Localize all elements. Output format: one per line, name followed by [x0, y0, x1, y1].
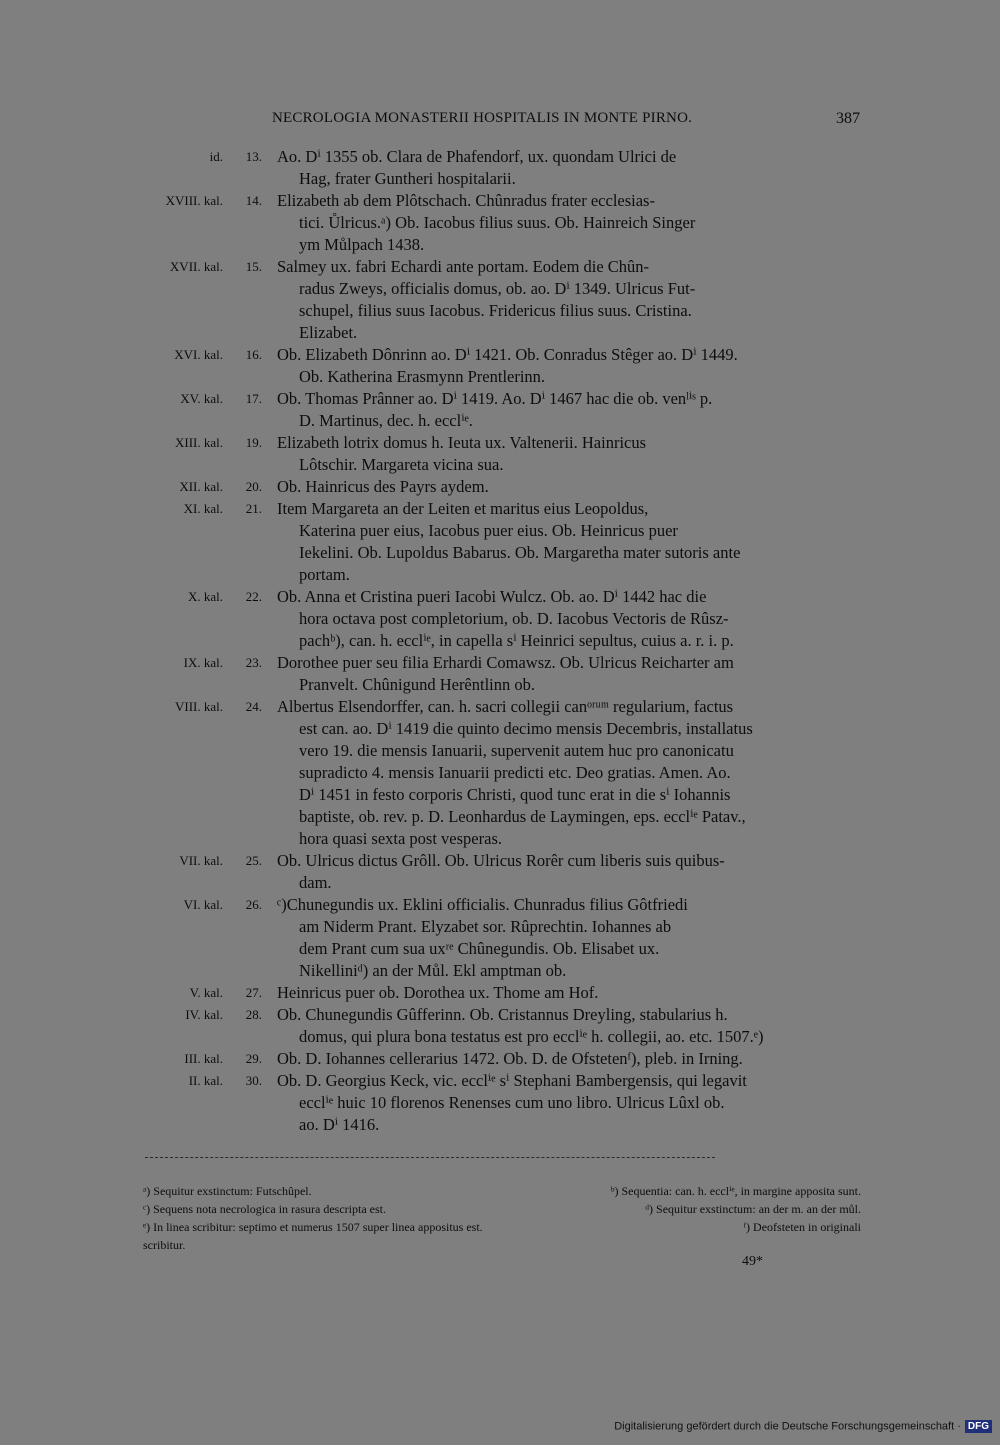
entry-line: ao. Dⁱ 1416.	[299, 1115, 380, 1134]
entry-text	[277, 498, 865, 586]
entry-line: am Niderm Prant. Elyzabet sor. Rûprechtin. Iohannes ab	[299, 917, 672, 936]
entry-text	[277, 344, 865, 388]
necrology-entry	[130, 1004, 865, 1048]
entry-text	[277, 586, 865, 652]
entry-line: Elizabet.	[299, 323, 358, 342]
entry-day: 22.	[245, 589, 262, 604]
entry-date: IV. kal.	[185, 1007, 223, 1022]
entry-date: X. kal.	[187, 589, 223, 604]
entry-day: 14.	[245, 193, 262, 208]
entry-day: 27.	[245, 985, 262, 1000]
entry-date: IX. kal.	[183, 655, 223, 670]
entry-line: portam.	[299, 565, 350, 584]
entry-line: est can. ao. Dⁱ 1419 die quinto decimo mensis Decembris, installatus	[299, 719, 753, 738]
entry-line: schupel, filius suus Iacobus. Fridericus filius suus. Cristina.	[299, 301, 692, 320]
entry-day: 21.	[245, 501, 262, 516]
entry-line: Ob. Ulricus dictus Grôll. Ob. Ulricus Rorêr cum liberis suis quibus-	[277, 851, 725, 870]
entry-day: 20.	[245, 479, 262, 494]
entry-line: Katerina puer eius, Iacobus puer eius. Ob. Heinricus puer	[299, 521, 678, 540]
entry-text	[277, 982, 865, 1004]
entry-line: dam.	[299, 873, 332, 892]
entry-line: Dorothee puer seu filia Erhardi Comawsz. Ob. Ulricus Reicharter am	[277, 653, 734, 672]
entry-date: XI. kal.	[183, 501, 223, 516]
entry-text	[277, 652, 865, 696]
entry-line: Ob. Elizabeth Dônrinn ao. Dⁱ 1421. Ob. Conradus Stêger ao. Dⁱ 1449.	[277, 345, 738, 364]
entry-line: Heinricus puer ob. Dorothea ux. Thome am Hof.	[277, 983, 599, 1002]
entry-day: 19.	[245, 435, 262, 450]
entry-date: VI. kal.	[183, 897, 223, 912]
entry-day: 23.	[245, 655, 262, 670]
entry-line: ᶜ)Chunegundis ux. Eklini officialis. Chunradus filius Gôtfriedi	[277, 895, 688, 914]
entry-line: vero 19. die mensis Ianuarii, supervenit autem huc pro canonicatu	[299, 741, 734, 760]
entry-line: Hag, frater Guntheri hospitalarii.	[299, 169, 516, 188]
entry-line: hora quasi sexta post vesperas.	[299, 829, 502, 848]
entry-date: VII. kal.	[179, 853, 223, 868]
footnote: ᵉ) In linea scribitur: septimo et numerus 1507 super linea appositus est.	[143, 1220, 483, 1234]
entry-line: Ob. Chunegundis Gûfferinn. Ob. Cristannus Dreyling, stabularius h.	[277, 1005, 728, 1024]
entry-line: supradicto 4. mensis Ianuarii predicti etc. Deo gratias. Amen. Ao.	[299, 763, 731, 782]
entry-day: 15.	[245, 259, 262, 274]
entry-date: XVIII. kal.	[165, 193, 223, 208]
entry-line: Ob. Thomas Prânner ao. Dⁱ 1419. Ao. Dⁱ 1467 hac die ob. venˡⁱˢ p.	[277, 389, 713, 408]
entry-line: Elizabeth ab dem Plôtschach. Chûnradus frater ecclesias-	[277, 191, 655, 210]
entry-line: Ob. Anna et Cristina pueri Iacobi Wulcz. Ob. ao. Dⁱ 1442 hac die	[277, 587, 707, 606]
entry-date: VIII. kal.	[174, 699, 223, 714]
entry-date: XVI. kal.	[174, 347, 223, 362]
necrology-entry	[130, 982, 865, 1004]
entry-text	[277, 1070, 865, 1136]
entry-text	[277, 894, 865, 982]
entry-line: Ao. Dⁱ 1355 ob. Clara de Phafendorf, ux. quondam Ulrici de	[277, 147, 677, 166]
entry-day: 29.	[245, 1051, 262, 1066]
footnote-row	[143, 1200, 861, 1218]
footnote-row	[143, 1182, 861, 1200]
entry-text	[277, 1004, 865, 1048]
entry-line: tici. Ůlricus.ᵃ) Ob. Iacobus filius suus. Ob. Hainreich Singer	[299, 213, 696, 232]
entry-text	[277, 850, 865, 894]
page-number: 387	[836, 110, 860, 127]
entry-text	[277, 432, 865, 476]
entry-line: Ob. D. Iohannes cellerarius 1472. Ob. D. de Ofstetenᶠ), pleb. in Irning.	[277, 1049, 743, 1068]
footnote: ᶜ) Sequens nota necrologica in rasura descripta est.	[143, 1202, 386, 1216]
necrology-entry	[130, 432, 865, 476]
footnote: ᵈ) Sequitur exstinctum: an der m. an der můl.	[645, 1202, 861, 1216]
footnote: ᶠ) Deofsteten in originali	[743, 1220, 861, 1234]
footnote-rule	[145, 1157, 715, 1158]
entry-line: Ob. Katherina Erasmynn Prentlerinn.	[299, 367, 546, 386]
entry-day: 16.	[245, 347, 262, 362]
folio-signature: 49*	[742, 1254, 763, 1269]
necrology-entry	[130, 388, 865, 432]
entry-line: pachᵇ), can. h. ecclⁱᵉ, in capella sⁱ Heinrici sepultus, cuius a. r. i. p.	[299, 631, 734, 650]
entry-date: II. kal.	[188, 1073, 223, 1088]
necrology-entry	[130, 1070, 865, 1136]
entry-line: ecclⁱᵉ huic 10 florenos Renenses cum uno libro. Ulricus Lûxl ob.	[299, 1093, 725, 1112]
dfg-credit-text: Digitalisierung gefördert durch die Deutsche Forschungsgemeinschaft ·	[614, 1420, 961, 1433]
entry-day: 13.	[245, 149, 262, 164]
necrology-entry	[130, 476, 865, 498]
entry-date: V. kal.	[189, 985, 223, 1000]
entry-line: Lôtschir. Margareta vicina sua.	[299, 455, 504, 474]
entry-day: 30.	[245, 1073, 262, 1088]
necrology-entry	[130, 850, 865, 894]
entry-text	[277, 146, 865, 190]
entry-day: 25.	[245, 853, 262, 868]
entry-text	[277, 256, 865, 344]
entry-line: Iekelini. Ob. Lupoldus Babarus. Ob. Margaretha mater sutoris ante	[299, 543, 741, 562]
entry-day: 28.	[245, 1007, 262, 1022]
necrology-entry	[130, 146, 865, 190]
entry-day: 26.	[245, 897, 262, 912]
footnote: ᵃ) Sequitur exstinctum: Futschûpel.	[143, 1184, 312, 1198]
necrology-entry	[130, 344, 865, 388]
necrology-entry	[130, 586, 865, 652]
necrology-entry	[130, 256, 865, 344]
necrology-entry	[130, 190, 865, 256]
entry-text	[277, 1048, 865, 1070]
footnotes	[143, 1182, 861, 1254]
entry-line: domus, qui plura bona testatus est pro ecclⁱᵉ h. collegii, ao. etc. 1507.ᵉ)	[299, 1027, 764, 1046]
entry-day: 17.	[245, 391, 262, 406]
entry-text	[277, 696, 865, 850]
entry-text	[277, 388, 865, 432]
entry-line: Dⁱ 1451 in festo corporis Christi, quod tunc erat in die sⁱ Iohannis	[299, 785, 731, 804]
entry-date: XV. kal.	[180, 391, 223, 406]
footnote-row	[143, 1236, 861, 1254]
necrology-entry	[130, 652, 865, 696]
necrology-entry	[130, 894, 865, 982]
entry-line: Elizabeth lotrix domus h. Ieuta ux. Valtenerii. Hainricus	[277, 433, 647, 452]
dfg-logo-icon: DFG	[965, 1420, 992, 1433]
entry-line: Ob. Hainricus des Payrs aydem.	[277, 477, 489, 496]
necrology-entries	[130, 146, 865, 1136]
entry-day: 24.	[245, 699, 262, 714]
footnote: scribitur.	[143, 1238, 186, 1252]
entry-line: Item Margareta an der Leiten et maritus eius Leopoldus,	[277, 499, 649, 518]
running-header	[270, 110, 860, 134]
header-title: NECROLOGIA MONASTERII HOSPITALIS IN MONTE PIRNO.	[272, 110, 693, 126]
entry-line: Ob. D. Georgius Keck, vic. ecclⁱᵉ sⁱ Stephani Bambergensis, qui legavit	[277, 1071, 747, 1090]
entry-line: ym Můlpach 1438.	[299, 235, 425, 254]
entry-date: XVII. kal.	[169, 259, 223, 274]
entry-line: Albertus Elsendorffer, can. h. sacri collegii canᵒʳᵘᵐ regularium, factus	[277, 697, 734, 716]
entry-date: III. kal.	[184, 1051, 223, 1066]
entry-line: Salmey ux. fabri Echardi ante portam. Eodem die Chûn-	[277, 257, 650, 276]
entry-date: id.	[209, 149, 223, 164]
entry-line: D. Martinus, dec. h. ecclⁱᵉ.	[299, 411, 473, 430]
entry-line: Pranvelt. Chûnigund Herêntlinn ob.	[299, 675, 536, 694]
entry-date: XII. kal.	[179, 479, 223, 494]
entry-text	[277, 476, 865, 498]
entry-line: baptiste, ob. rev. p. D. Leonhardus de Laymingen, eps. ecclⁱᵉ Patav.,	[299, 807, 746, 826]
entry-line: hora octava post completorium, ob. D. Iacobus Vectoris de Rûsz-	[299, 609, 729, 628]
necrology-entry	[130, 1048, 865, 1070]
necrology-entry	[130, 498, 865, 586]
footnote: ᵇ) Sequentia: can. h. ecclⁱᵉ, in margine apposita sunt.	[610, 1184, 861, 1198]
entry-line: radus Zweys, officialis domus, ob. ao. Dⁱ 1349. Ulricus Fut-	[299, 279, 696, 298]
entry-date: XIII. kal.	[174, 435, 223, 450]
dfg-credit	[612, 1420, 992, 1438]
entry-line: dem Prant cum sua uxʳᵉ Chûnegundis. Ob. Elisabet ux.	[299, 939, 660, 958]
entry-text	[277, 190, 865, 256]
footnote-row	[143, 1218, 861, 1236]
entry-line: Nikelliniᵈ) an der Můl. Ekl amptman ob.	[299, 961, 567, 980]
necrology-entry	[130, 696, 865, 850]
